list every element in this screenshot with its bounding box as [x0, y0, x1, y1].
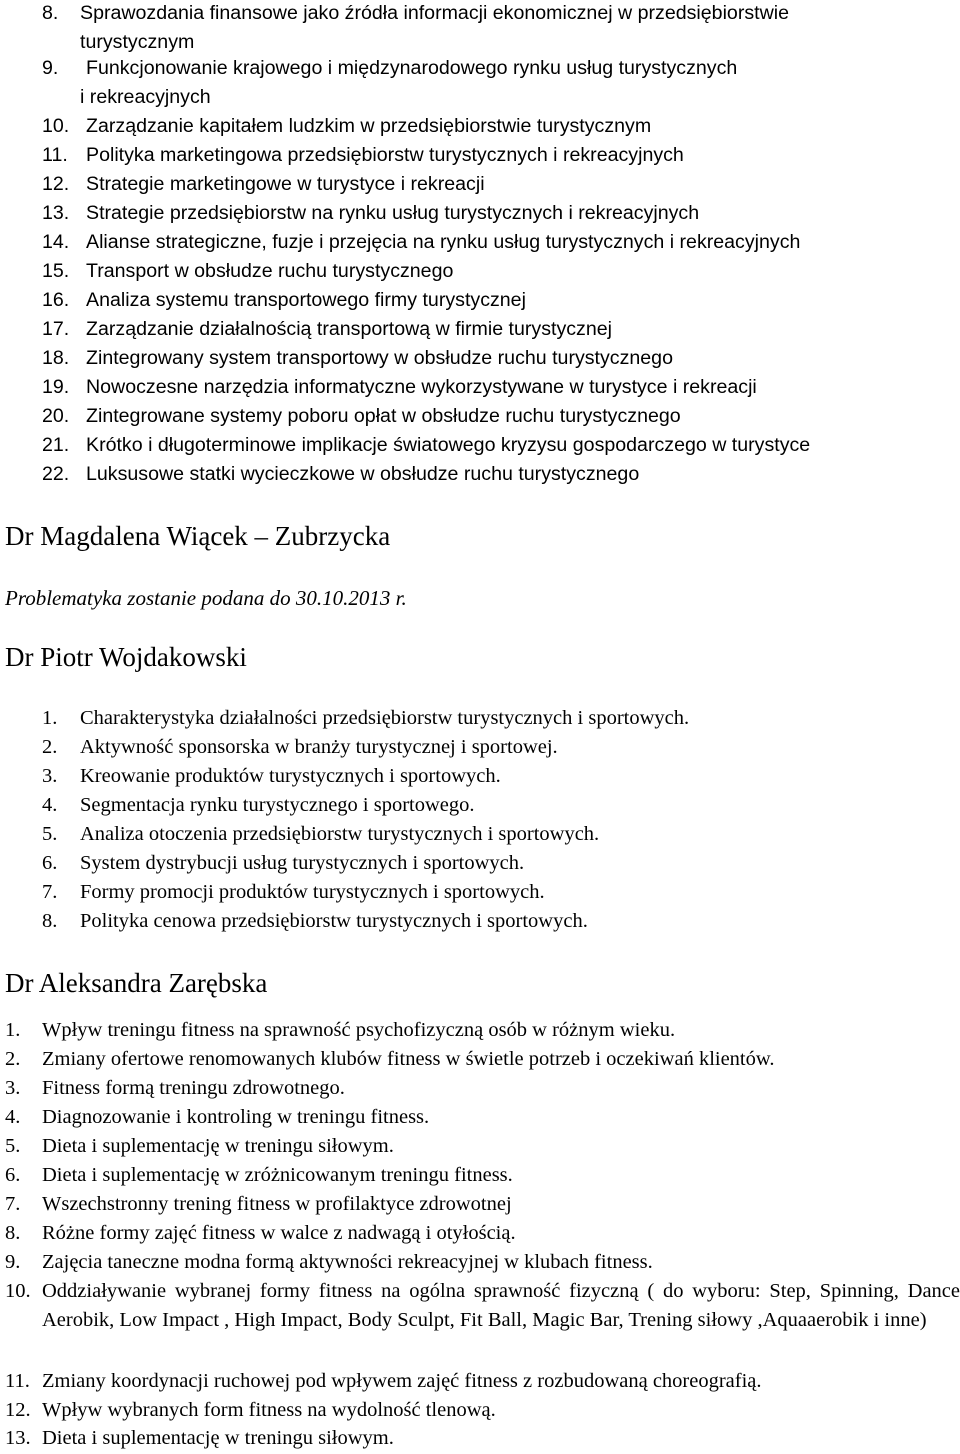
section-heading-wiacek: Dr Magdalena Wiącek – Zubrzycka [5, 521, 391, 551]
document-page: 8. Sprawozdania finansowe jako źródła informacji ekonomicznej w przedsiębiorstwie turystycznym 9. Funkcjonowanie krajowego i międzynarodowego rynku usług turystycznych i rekreacyjnych 10. Zarządzanie kapitałem ludzkim w przedsiębiorstwie turystycznym 11. Polityka marketingowa przedsiębiorstw turystycznych i rekreacyjnych 12. Strategie marketingowe w turystyce i rekreacji 13. Strategie przedsiębiorstw na rynku usług turystycznych i rekreacyjnych 14. Alianse strategiczne, fuzje i przejęcia na rynku usług turystycznych i rekreacyjnych 15. Transport w obsłudze ruchu turystycznego 16. Analiza systemu transportowego firmy turystycznej 17. Zarządzanie działalnością transportową w firmie turystycznej 18. Zintegrowany system transportowy w obsłudze ruchu turystycznego 19. Nowoczesne narzędzia informatyczne wykorzystywane w turystyce i rekreacji 20. Zintegrowane systemy poboru opłat w obsłudze ruchu turystycznego 21. Krótko i długoterminowe implikacje światowego kryzysu gospodarczego w turystyce 22. Luksusowe statki wycieczkowe w obsłudze ruchu turystycznego Dr Magdalena Wiącek – Zubrzycka Problematyka zostanie podana do 30.10.2013 r. Dr Piotr Wojdakowski 1. Charakterystyka działalności przedsiębiorstw turystycznych i sportowych. 2. Aktywność sponsorska w branży turystycznej i sportowej. 3. Kreowanie produktów turystycznych i sportowych. 4. Segmentacja rynku turystycznego i sportowego. 5. Analiza otoczenia przedsiębiorstw turystycznych i sportowych. 6. System dystrybucji usług turystycznych i sportowych. 7. Formy promocji produktów turystycznych i sportowych. 8. Polityka cenowa przedsiębiorstw turystycznych i sportowych. Dr Aleksandra Zarębska 1. Wpływ treningu fitness na sprawność psychofizyczną osób w różnym wieku. 2. Zmiany ofertowe renomowanych klubów fitness w świetle potrzeb i oczekiwań klientów. 3. Fitness formą treningu zdrowotnego. 4. Diagnozowanie i kontroling w treningu fitness. 5. Dieta i suplementację w treningu siłowym. 6. Dieta i suplementację w zróżnicowanym treningu fitness. 7. Wszechstronny trening fitness w profilaktyce zdrowotnej 8. Różne formy zajęć fitness w walce z nadwagą i otyłością. 9. Zajęcia taneczne modna formą aktywności rekreacyjnej w klubach fitness. 10. Oddziaływanie wybranej formy fitness na ogólna sprawność fizyczną ( do wyboru: Step, Spinning, Dance Aerobik, Low Impact , High Impact, Body Sculpt, Fit Ball, Magic Bar, Trening siłowy ,Aquaaerobik i inne) 11. Zmiany koordynacji ruchowej pod wpływem zajęć fitness z rozbudowaną choreografią. 12. Wpływ wybranych form fitness na wydolność tlenową. 13. Dieta i suplementację w treningu siłowym. [5, 2, 960, 1449]
section-note-wiacek: Problematyka zostanie podana do 30.10.2013 r. [5, 586, 407, 610]
section-heading-zarebska: Dr Aleksandra Zarębska [5, 968, 268, 998]
section-heading-wojdakowski: Dr Piotr Wojdakowski [5, 642, 247, 672]
